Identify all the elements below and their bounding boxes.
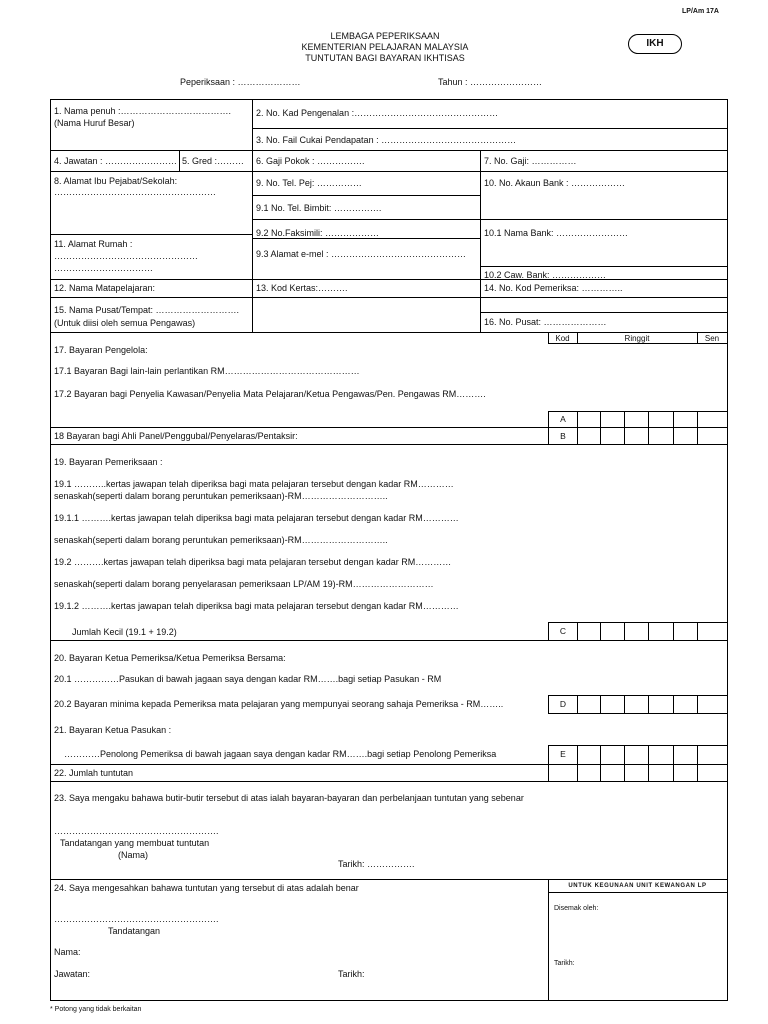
pay-18[interactable]: 18 Bayaran bagi Ahli Panel/Penggubal/Penyelaras/Pentaksir: bbox=[54, 431, 298, 441]
pay-20-2[interactable]: 20.2 Bayaran minima kepada Pemeriksa mata pelajaran yang mempunyai seorang sahaja Pemeriksa - RM…….. bbox=[54, 699, 504, 709]
footnote: * Potong yang tidak berkaitan bbox=[50, 1006, 142, 1013]
peperiksaan-field[interactable]: Peperiksaan : ………………… bbox=[180, 77, 301, 87]
pay-20: 20. Bayaran Ketua Pemeriksa/Ketua Pemeriksa Bersama: bbox=[54, 653, 286, 663]
field-tel-pejabat[interactable]: 9. No. Tel. Pej: …………… bbox=[256, 178, 362, 188]
pay-21: 21. Bayaran Ketua Pasukan : bbox=[54, 725, 172, 735]
pay-22: 22. Jumlah tuntutan bbox=[54, 768, 134, 778]
field-nama-penuh[interactable]: 1. Nama penuh :………………………………. bbox=[54, 106, 232, 116]
field-fail-cukai[interactable]: 3. No. Fail Cukai Pendapatan : ……………………………………… bbox=[256, 135, 517, 145]
decl-24: 24. Saya mengesahkan bahawa tuntutan yang tersebut di atas adalah benar bbox=[54, 883, 359, 893]
field-akaun-bank[interactable]: 10. No. Akaun Bank : ……………… bbox=[484, 178, 626, 188]
field-pusat-tempat[interactable]: 15. Nama Pusat/Tempat: ………………………. bbox=[54, 305, 240, 315]
decl-nama-1: (Nama) bbox=[118, 850, 149, 860]
field-tel-bimbit[interactable]: 9.1 No. Tel. Bimbit: ……………. bbox=[256, 203, 382, 213]
decl-jawatan[interactable]: Jawatan: bbox=[54, 969, 91, 979]
field-alamat-rumah-dots-2: …………………………… bbox=[54, 263, 153, 273]
decl-23: 23. Saya mengaku bahawa butir-butir tersebut di atas ialah bayaran-bayaran dan perbelanjaan tuntutan yang sebenar bbox=[54, 793, 524, 803]
field-gaji-pokok[interactable]: 6. Gaji Pokok : ……………. bbox=[256, 156, 365, 166]
pay-19: 19. Bayaran Pemeriksaan : bbox=[54, 457, 163, 467]
pay-jumlah-kecil: Jumlah Kecil (19.1 + 19.2) bbox=[72, 627, 177, 637]
title-line-1: LEMBAGA PEPERIKSAAN bbox=[330, 31, 440, 41]
pay-17-2[interactable]: 17.2 Bayaran bagi Penyelia Kawasan/Penyelia Mata Pelajaran/Ketua Pengawas/Pen. Pengawas RM………. bbox=[54, 389, 486, 399]
pay-19-1-a[interactable]: 19.1 ………..kertas jawapan telah diperiksa bagi mata pelajaran tersebut dengan kadar RM………… bbox=[54, 479, 454, 489]
field-gred[interactable]: 5. Gred :……… bbox=[182, 156, 245, 166]
decl-tarikh-1[interactable]: Tarikh: ……………. bbox=[338, 859, 415, 869]
field-no-gaji[interactable]: 7. No. Gaji: …………… bbox=[484, 156, 577, 166]
field-matapelajaran[interactable]: 12. Nama Matapelajaran: bbox=[54, 283, 156, 293]
code-c: C bbox=[559, 626, 567, 636]
field-pusat-note: (Untuk diisi oleh semua Pengawas) bbox=[54, 318, 196, 328]
field-no-pusat[interactable]: 16. No. Pusat: ………………… bbox=[484, 317, 607, 327]
decl-sign-label-2: Tandatangan bbox=[108, 926, 161, 936]
office-use-header: UNTUK KEGUNAAN UNIT KEWANGAN LP bbox=[568, 883, 707, 889]
col-sen: Sen bbox=[704, 334, 720, 343]
field-alamat-pejabat-dots: ……………………………………………… bbox=[54, 187, 216, 197]
pay-20-1[interactable]: 20.1 ……………Pasukan di bawah jagaan saya dengan kadar RM…….bagi setiap Pasukan - RM bbox=[54, 674, 442, 684]
pay-19-1-1-a[interactable]: 19.1.1 ……….kertas jawapan telah diperiksa bagi mata pelajaran tersebut dengan kadar RM………… bbox=[54, 513, 459, 523]
ikh-badge: IKH bbox=[628, 34, 682, 54]
field-emel[interactable]: 9.3 Alamat e-mel : ……………………………………… bbox=[256, 249, 467, 259]
code-b: B bbox=[560, 431, 566, 441]
code-a: A bbox=[560, 414, 566, 424]
pay-19-1-b[interactable]: senaskah(seperti dalam borang peruntukan pemeriksaan)-RM……………………….. bbox=[54, 491, 388, 501]
form-code: LP/Am 17A bbox=[682, 8, 719, 15]
decl-nama-2[interactable]: Nama: bbox=[54, 947, 81, 957]
field-faksimili[interactable]: 9.2 No.Faksimili: ……………… bbox=[256, 228, 380, 238]
field-jawatan[interactable]: 4. Jawatan : …………………… bbox=[54, 156, 178, 166]
field-nama-bank[interactable]: 10.1 Nama Bank: …………………… bbox=[484, 228, 629, 238]
col-kod: Kod bbox=[555, 334, 570, 343]
pay-19-2-a[interactable]: 19.2 ……….kertas jawapan telah diperiksa bagi mata pelajaran tersebut dengan kadar RM………… bbox=[54, 557, 452, 567]
pay-19-2-b[interactable]: senaskah(seperti dalam borang penyelarasan pemeriksaan LP/AM 19)-RM……………………… bbox=[54, 579, 434, 589]
pay-19-1-2[interactable]: 19.1.2 ……….kertas jawapan telah diperiksa bagi mata pelajaran tersebut dengan kadar RM………… bbox=[54, 601, 459, 611]
tahun-field[interactable]: Tahun : …………………… bbox=[438, 77, 543, 87]
col-ringgit: Ringgit bbox=[624, 334, 650, 343]
pay-17: 17. Bayaran Pengelola: bbox=[54, 345, 148, 355]
field-cawangan-bank[interactable]: 10.2 Caw. Bank: ……………… bbox=[484, 270, 607, 280]
pay-17-1[interactable]: 17.1 Bayaran Bagi lain-lain perlantikan RM……………………………………… bbox=[54, 366, 360, 376]
field-kod-kertas[interactable]: 13. Kod Kertas:………. bbox=[256, 283, 348, 293]
field-alamat-rumah-dots-1: ………………………………………… bbox=[54, 251, 198, 261]
pay-21-detail[interactable]: …………Penolong Pemeriksa di bawah jagaan saya dengan kadar RM…….bagi setiap Penolong Pemeriksa bbox=[64, 749, 497, 759]
office-tarikh[interactable]: Tarikh: bbox=[554, 960, 575, 967]
field-nama-note: (Nama Huruf Besar) bbox=[54, 118, 135, 128]
title-line-2: KEMENTERIAN PELAJARAN MALAYSIA bbox=[301, 42, 469, 52]
pay-19-1-1-b[interactable]: senaskah(seperti dalam borang peruntukan pemeriksaan)-RM……………………….. bbox=[54, 535, 388, 545]
decl-tarikh-2[interactable]: Tarikh: bbox=[338, 969, 365, 979]
decl-sign-label-1: Tandatangan yang membuat tuntutan bbox=[60, 838, 210, 848]
field-kad-pengenalan[interactable]: 2. No. Kad Pengenalan :………………………………………… bbox=[256, 108, 499, 118]
code-d: D bbox=[559, 699, 567, 709]
decl-sign-line-1[interactable]: ………………………………………………. bbox=[54, 826, 219, 836]
field-alamat-rumah[interactable]: 11. Alamat Rumah : bbox=[54, 239, 133, 249]
field-kod-pemeriksa[interactable]: 14. No. Kod Pemeriksa: ………….. bbox=[484, 283, 623, 293]
decl-sign-line-2[interactable]: ………………………………………………. bbox=[54, 914, 219, 924]
field-alamat-pejabat[interactable]: 8. Alamat Ibu Pejabat/Sekolah: bbox=[54, 176, 178, 186]
title-line-3: TUNTUTAN BAGI BAYARAN IKHTISAS bbox=[305, 53, 465, 63]
code-e: E bbox=[560, 749, 566, 759]
office-disemak[interactable]: Disemak oleh: bbox=[554, 905, 599, 912]
